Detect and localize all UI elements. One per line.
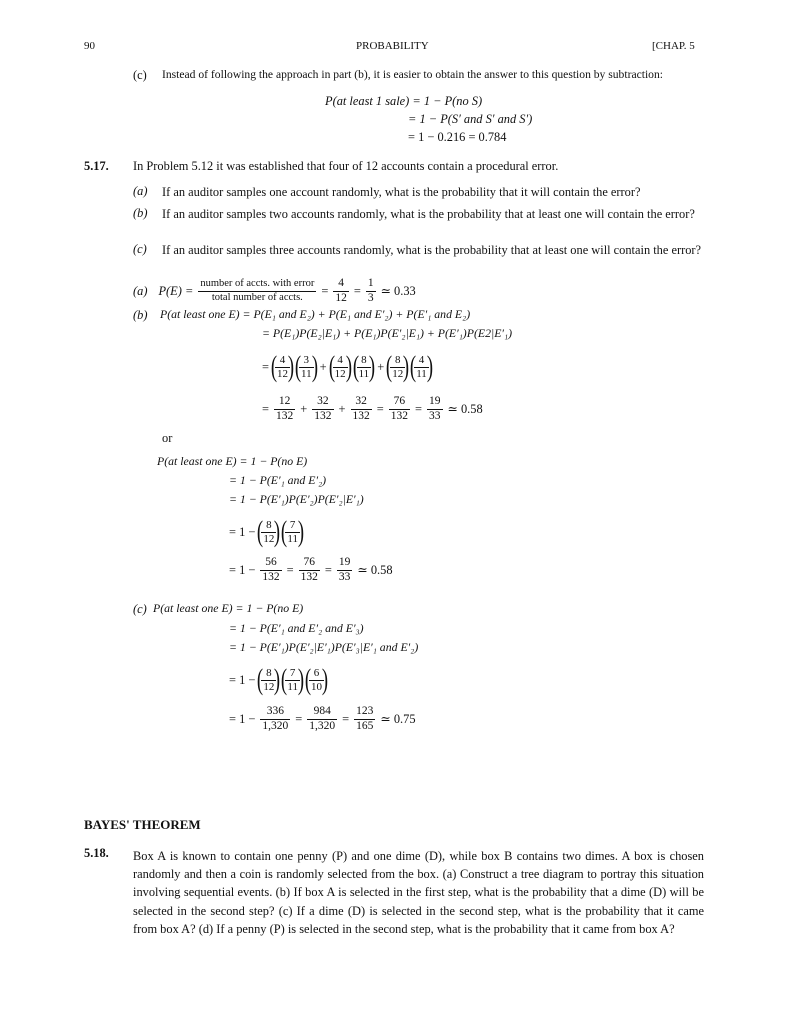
frac-den: 132 bbox=[314, 409, 332, 422]
fraction-4-12 bbox=[333, 278, 349, 304]
solution-c-line-3: = 1 − P(E′₁)P(E′₂|E′₁)P(E′₃|E′₁ and E′₂) bbox=[229, 640, 419, 654]
frac-num: 7 bbox=[285, 668, 300, 681]
paren-fraction: ( $\frac{8}{11}$ ) bbox=[352, 350, 376, 383]
frac-den: 165 bbox=[356, 719, 374, 732]
prev-eq-line-2: = 1 − P(S′ and S′ and S′) bbox=[408, 112, 533, 126]
question-a-label: (a) bbox=[133, 184, 148, 198]
frac-num: 19 bbox=[427, 396, 443, 410]
prev-eq-line-3: = 1 − 0.216 = 0.784 bbox=[408, 130, 507, 144]
part-c-label: (c) bbox=[133, 68, 147, 82]
frac-den: 12 bbox=[277, 367, 288, 380]
frac-den: 132 bbox=[276, 409, 294, 422]
solution-b-label: (b) bbox=[133, 308, 148, 322]
fraction-1-3 bbox=[366, 278, 376, 304]
solution-b-products: = ( $\frac{4}{12}$ ) ( $\frac{3}{11}$ ) + ( $\frac{4}{12}$ ) ( $\frac{8}{11}$ ) + ( $\frac{8}{12}$ ) ( $\frac{4}{11}$ ) bbox=[262, 350, 433, 383]
alt-line-2: = 1 − P(E′₁ and E′₂) bbox=[229, 473, 327, 487]
alt-line-3: = 1 − P(E′₁)P(E′₂)P(E′₂|E′₁) bbox=[229, 492, 364, 506]
paren-fraction: ( $\frac{8}{12}$ ) bbox=[386, 350, 410, 383]
frac-den: 12 bbox=[263, 532, 275, 545]
solution-a: (a) P(E) = $\frac{\text{number of accts. with error}}{\text{total number of accts.}}$ = $\frac{4}{12}$ = $\frac{1}{3}$ ≃ 0.33 bbox=[133, 277, 416, 304]
frac-num: 4 bbox=[414, 355, 429, 368]
paren-fraction: ( $\frac{8}{12}$ ) bbox=[257, 515, 281, 548]
frac-den: 11 bbox=[301, 367, 312, 380]
accounts-numerator: number of accts. with error bbox=[198, 279, 316, 292]
frac-den: 11 bbox=[287, 680, 298, 693]
alt-line-1: P(at least one E) = 1 − P(no E) bbox=[157, 454, 308, 468]
solution-c-line-2: = 1 − P(E′₁ and E′₂ and E′₃) bbox=[229, 621, 364, 635]
frac-den: 33 bbox=[338, 570, 351, 583]
frac-den: 132 bbox=[300, 570, 318, 583]
solution-c-approx: ≃ 0.75 bbox=[380, 711, 416, 726]
question-b-text: If an auditor samples two accounts randomly, what is the probability that at least one will contain the error? bbox=[162, 207, 695, 221]
frac-num: 76 bbox=[389, 396, 410, 410]
frac-num: 6 bbox=[309, 668, 324, 681]
question-c-text: If an auditor samples three accounts randomly, what is the probability that at least one will contain the error? bbox=[162, 243, 702, 257]
frac-den: 12 bbox=[334, 367, 346, 380]
or-label: or bbox=[162, 431, 173, 445]
solution-b-line-1: P(at least one E) = P(E₁ and E₂) + P(E₁ and E′₂) + P(E′₁ and E₂) bbox=[160, 307, 471, 321]
solution-a-approx: ≃ 0.33 bbox=[380, 283, 416, 298]
frac-num: 8 bbox=[357, 355, 372, 368]
paren-fraction: ( $\frac{4}{12}$ ) bbox=[270, 350, 295, 383]
paren-fraction: ( $\frac{4}{12}$ ) bbox=[328, 350, 352, 383]
frac-num: 76 bbox=[299, 557, 320, 571]
solution-b-approx: ≃ 0.58 bbox=[447, 401, 483, 416]
problem-518-number: 5.18. bbox=[84, 846, 109, 860]
paren-fraction: ( $\frac{8}{12}$ ) bbox=[257, 663, 281, 696]
frac-den: 132 bbox=[390, 409, 408, 422]
frac-num: 336 bbox=[260, 706, 290, 720]
accounts-fraction bbox=[198, 279, 316, 303]
frac-num: 19 bbox=[337, 557, 353, 571]
frac-num: 4 bbox=[275, 355, 290, 368]
question-c-label: (c) bbox=[133, 242, 147, 256]
prev-eq-line-1: P(at least 1 sale) = 1 − P(no S) bbox=[325, 94, 483, 108]
frac-num: 984 bbox=[307, 706, 337, 720]
frac-den: 132 bbox=[262, 570, 280, 583]
solution-a-label: (a) bbox=[133, 283, 148, 298]
problem-517-statement: In Problem 5.12 it was established that four of 12 accounts contain a procedural error. bbox=[133, 159, 559, 173]
running-title: PROBABILITY bbox=[356, 40, 429, 52]
alt-product: = 1 − ( $\frac{8}{12}$ ) ( $\frac{7}{11}$ ) bbox=[229, 515, 305, 548]
frac-num: 32 bbox=[351, 396, 372, 410]
solution-c-product: = 1 − ( $\frac{8}{12}$ ) ( $\frac{7}{11}$ ) ( $\frac{6}{10}$ ) bbox=[229, 663, 329, 696]
frac-num: 8 bbox=[261, 520, 276, 533]
frac-den: 3 bbox=[367, 291, 374, 304]
frac-den: 11 bbox=[287, 532, 298, 545]
frac-den: 10 bbox=[310, 680, 322, 693]
frac-num: 3 bbox=[299, 355, 314, 368]
frac-den: 12 bbox=[263, 680, 275, 693]
frac-den: 1,320 bbox=[262, 719, 289, 732]
page-number: 90 bbox=[84, 40, 95, 52]
frac-den: 33 bbox=[429, 409, 441, 422]
frac-den: 11 bbox=[358, 367, 370, 380]
solution-a-lhs: P(E) = bbox=[158, 283, 194, 298]
frac-num: 1 bbox=[366, 278, 376, 292]
frac-num: 12 bbox=[274, 396, 295, 410]
frac-num: 4 bbox=[333, 278, 349, 292]
problem-517-number: 5.17. bbox=[84, 159, 109, 173]
frac-num: 8 bbox=[261, 668, 276, 681]
problem-518-text: Box A is known to contain one penny (P) and one dime (D), while box B contains two dimes. A box is chosen randomly and then a coin is randomly selected from the box. (a) Construct a tree diagram to portray this situation involving sequential events. (b) If box A is selected in the first step, what is the probability that a dime (D) will be selected in the second step? (c) If a dime (D) is selected in the second step, what is the probability that it came from box A? (d) If a penny (P) is selected in the second step, what is the probability that it came from box A? bbox=[133, 849, 704, 936]
section-heading: BAYES' THEOREM bbox=[84, 817, 201, 832]
alt-final-approx: ≃ 0.58 bbox=[357, 562, 393, 577]
chapter-label: [CHAP. 5 bbox=[652, 40, 695, 52]
part-c-text: Instead of following the approach in part (b), it is easier to obtain the answer to this question by subtraction: bbox=[162, 68, 663, 81]
frac-num: 4 bbox=[333, 355, 348, 368]
frac-num: 123 bbox=[354, 706, 375, 720]
frac-num: 7 bbox=[285, 520, 300, 533]
frac-den: 12 bbox=[335, 291, 347, 304]
solution-c-label: (c) bbox=[133, 602, 147, 616]
frac-num: 32 bbox=[312, 396, 333, 410]
frac-den: 132 bbox=[352, 409, 370, 422]
paren-fraction: ( $\frac{7}{11}$ ) bbox=[281, 515, 305, 548]
paren-fraction: ( $\frac{3}{11}$ ) bbox=[294, 350, 318, 383]
question-b-label: (b) bbox=[133, 206, 148, 220]
solution-b-line-2: = P(E₁)P(E₂|E₁) + P(E₁)P(E′₂|E₁) + P(E′₁)P(E2|E′₁) bbox=[262, 326, 513, 340]
paren-fraction: ( $\frac{6}{10}$ ) bbox=[304, 663, 329, 696]
frac-den: 12 bbox=[392, 367, 404, 380]
accounts-denominator: total number of accts. bbox=[211, 291, 303, 303]
frac-num: 56 bbox=[260, 557, 281, 571]
question-a-text: If an auditor samples one account randomly, what is the probability that it will contain the error? bbox=[162, 185, 641, 199]
frac-den: 11 bbox=[416, 367, 427, 380]
paren-fraction: ( $\frac{4}{11}$ ) bbox=[410, 350, 433, 383]
solution-c-final: = 1 − $\frac{336}{1,320}$ = $\frac{984}{1,320}$ = $\frac{123}{165}$ ≃ 0.75 bbox=[229, 705, 416, 732]
solution-c-line-1: P(at least one E) = 1 − P(no E) bbox=[153, 601, 304, 615]
paren-fraction: ( $\frac{7}{11}$ ) bbox=[281, 663, 305, 696]
frac-den: 1,320 bbox=[309, 719, 336, 732]
solution-b-sum: = $\frac{12}{132}$ + $\frac{32}{132}$ + $\frac{32}{132}$ = $\frac{76}{132}$ = $\frac{19}{33}$ ≃ 0.58 bbox=[262, 395, 483, 422]
frac-num: 8 bbox=[390, 355, 405, 368]
alt-final: = 1 − $\frac{56}{132}$ = $\frac{76}{132}$ = $\frac{19}{33}$ ≃ 0.58 bbox=[229, 556, 393, 583]
